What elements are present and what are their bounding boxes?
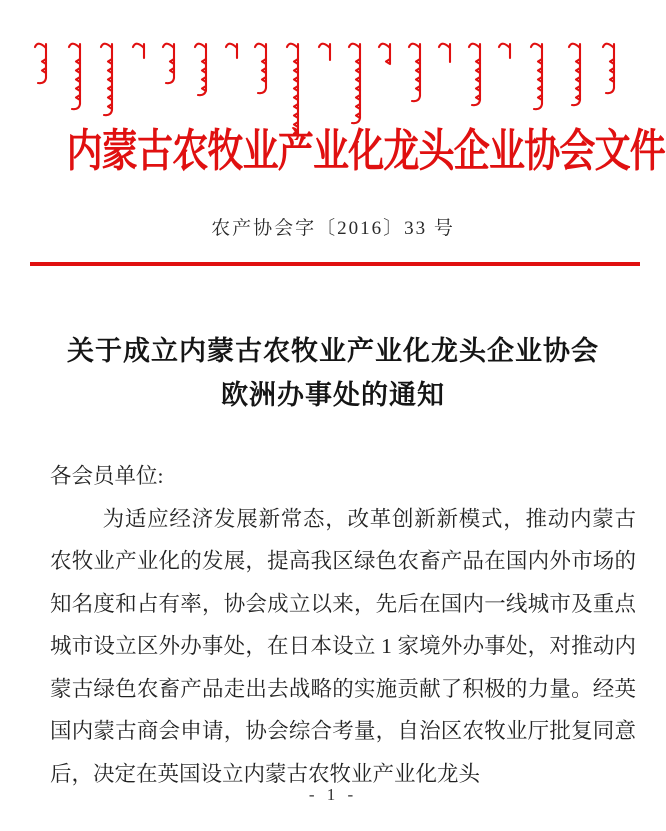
notice-body	[50, 455, 636, 795]
notice-title	[0, 329, 666, 417]
body-paragraph: 为适应经济发展新常态，改革创新新模式，推动内蒙古农牧业产业化的发展，提高我区绿色农畜产品在国内外市场的知名度和占有率，协会成立以来，先后在国内一线城市及重点城市设立区外办事处，在日本设立 1 家境外办事处，对推动内蒙古绿色农畜产品走出去战略的实施贡献了积极的力量。经英国内蒙古商会申请，协会综合考量，自治区农牧业厅批复同意后，决定在英国设立内蒙古农牧业产业化龙头	[50, 506, 636, 786]
red-divider-line	[30, 262, 640, 266]
salutation: 各会员单位:	[50, 464, 164, 488]
doc-number: 农产协会字〔2016〕33 号	[211, 218, 455, 239]
notice-title-line2: 欧洲办事处的通知	[221, 380, 445, 410]
page-number: - 1 -	[308, 785, 358, 804]
notice-title-line1: 关于成立内蒙古农牧业产业化龙头企业协会	[67, 336, 599, 366]
org-title: 内蒙古农牧业产业化龙头企业协会文件	[66, 126, 666, 176]
